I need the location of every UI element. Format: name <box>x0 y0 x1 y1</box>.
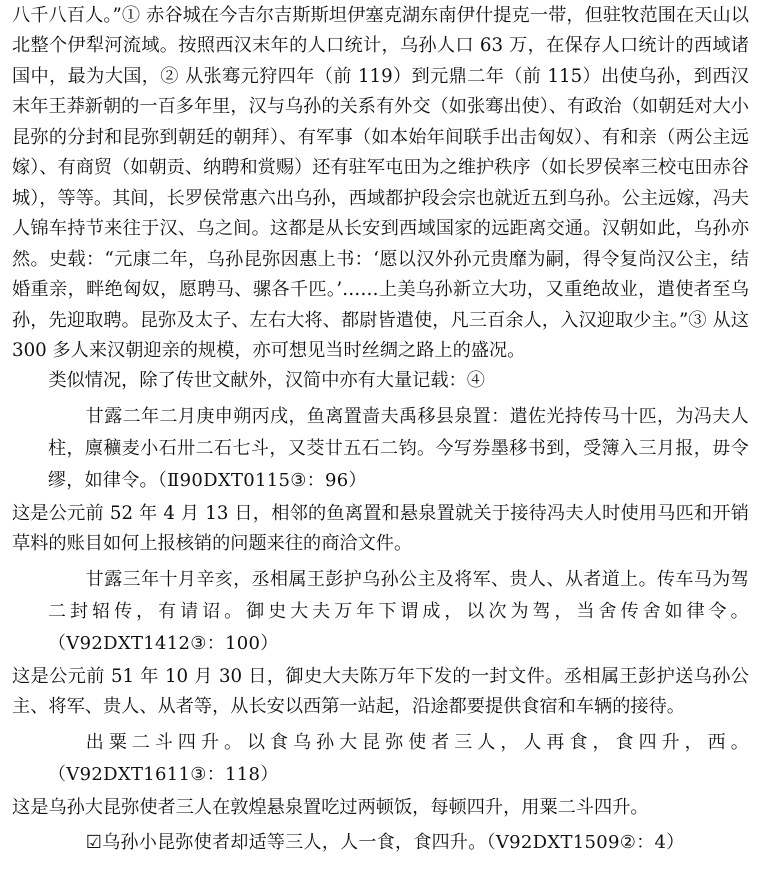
paragraph-similar-situations: 类似情况，除了传世文献外，汉简中亦有大量记载：④ <box>48 370 485 392</box>
quote-slip-small-kunmi: ☑乌孙小昆弥使者却适等三人，人一食，食四升。（Ⅴ92DXT1509②：4） <box>85 832 685 854</box>
paragraph-explanation-envoys: 这是乌孙大昆弥使者三人在敦煌悬泉置吃过两顿饭，每顿四升，用粟二斗四升。 <box>12 796 649 818</box>
paragraph-explanation-52bc: 这是公元前 52 年 4 月 13 日，相邻的鱼离置和悬泉置就关于接待冯夫人时使用马匹和开销草料的账目如何上报核销的问题来往的商洽文件。 <box>12 502 749 555</box>
quote-slip-ganlu-3: 甘露三年十月辛亥，丞相属王彭护乌孙公主及将军、贵人、从者道上。传车马为驾二封轺传，有请诏。御史大夫万年下谓成，以次为驾，当舍传舍如律令。（Ⅴ92DXT1412③：100） <box>48 568 749 654</box>
quote-slip-millet: 出粟二斗四升。以食乌孙大昆弥使者三人，人再食，食四升，西。（Ⅴ92DXT1611③：118） <box>48 731 749 785</box>
paragraph-explanation-51bc: 这是公元前 51 年 10 月 30 日，御史大夫陈万年下发的一封文件。丞相属王彭护送乌孙公主、将军、贵人、从者等，从长安以西第一站起，沿途都要提供食宿和车辆的接待。 <box>12 665 749 718</box>
quote-slip-ganlu-2: 甘露二年二月庚申朔丙戌，鱼离置啬夫禹移县泉置：遣佐光持传马十匹，为冯夫人柱，廪穬麦小石卅二石七斗，又茭廿五石二钧。今写券墨移书到，受簿入三月报，毋令缪，如律令。（Ⅱ90DXT0115③：96） <box>48 405 749 491</box>
paragraph-wusun-relations: 八千八百人。”① 赤谷城在今吉尔吉斯斯坦伊塞克湖东南伊什提克一带，但驻牧范围在天山以北整个伊犁河流域。按照西汉末年的人口统计，乌孙人口 63 万，在保存人口统计的西域诸国中，最为大国，② 从张骞元狩四年（前 119）到元鼎二年（前 115）出使乌孙，到西汉末年王莽新朝的一百多年里，汉与乌孙的关系有外交（如张骞出使）、有政治（如朝廷对大小昆弥的分封和昆弥到朝廷的朝拜）、有军事（如本始年间联手出击匈奴）、有和亲（两公主远嫁）、有商贸（如朝贡、纳聘和赏赐）还有驻军屯田为之维护秩序（如长罗侯率三校屯田赤谷城），等等。其间，长罗侯常惠六出乌孙，西域都护段会宗也就近五到乌孙。公主远嫁，冯夫人锦车持节来往于汉、乌之间。这都是从长安到西域国家的远距离交通。汉朝如此，乌孙亦然。史载：“元康二年，乌孙昆弥因惠上书：‘愿以汉外孙元贵靡为嗣，得令复尚汉公主，结婚重亲，畔绝匈奴，愿聘马、骡各千匹。’……上美乌孙新立大功，又重绝故业，遣使者至乌孙，先迎取聘。昆弥及太子、左右大将、都尉皆遣使，凡三百余人，入汉迎取少主。”③ 从这 300 多人来汉朝迎亲的规模，亦可想见当时丝绸之路上的盛况。 <box>12 5 749 361</box>
